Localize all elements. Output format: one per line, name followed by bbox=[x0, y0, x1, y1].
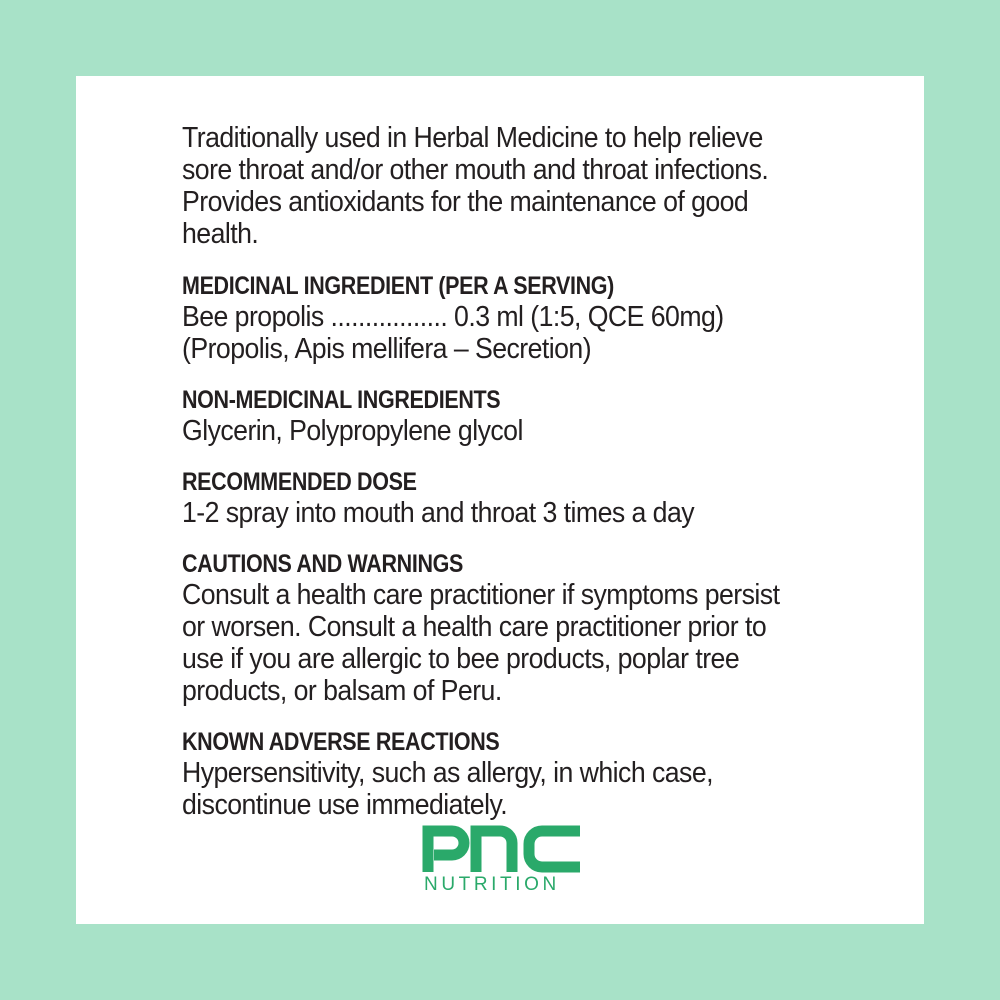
section-body bbox=[182, 415, 844, 447]
intro-line: Provides antioxidants for the maintenance of good bbox=[182, 186, 749, 218]
section-cautions-warnings bbox=[182, 549, 862, 707]
section-heading: RECOMMENDED DOSE bbox=[182, 468, 417, 496]
section-line: discontinue use immediately. bbox=[182, 789, 508, 821]
section-line: Hypersensitivity, such as allergy, in which case, bbox=[182, 757, 713, 789]
section-heading: NON-MEDICINAL INGREDIENTS bbox=[182, 386, 501, 414]
section-adverse-reactions bbox=[182, 727, 862, 821]
section-line: use if you are allergic to bee products, poplar tree bbox=[182, 643, 740, 675]
label-card bbox=[76, 76, 924, 924]
pnc-logo-mark-icon bbox=[414, 820, 594, 874]
section-body bbox=[182, 497, 844, 529]
label-content bbox=[182, 122, 862, 841]
section-heading: KNOWN ADVERSE REACTIONS bbox=[182, 728, 500, 756]
section-line: products, or balsam of Peru. bbox=[182, 675, 502, 707]
intro-text bbox=[182, 122, 844, 250]
section-medicinal-ingredient bbox=[182, 271, 862, 365]
section-line: Consult a health care practitioner if symptoms persist bbox=[182, 579, 780, 611]
section-body bbox=[182, 301, 844, 365]
section-line: Bee propolis ................. 0.3 ml (1:5, QCE 60mg) bbox=[182, 301, 724, 333]
section-recommended-dose bbox=[182, 467, 862, 529]
section-heading: CAUTIONS AND WARNINGS bbox=[182, 550, 464, 578]
section-line: 1-2 spray into mouth and throat 3 times a day bbox=[182, 497, 695, 529]
section-line: Glycerin, Polypropylene glycol bbox=[182, 415, 523, 447]
logo-subtitle: NUTRITION bbox=[424, 874, 560, 895]
section-body bbox=[182, 579, 844, 707]
intro-line: sore throat and/or other mouth and throat infections. bbox=[182, 154, 769, 186]
pnc-nutrition-logo bbox=[414, 820, 594, 900]
section-body bbox=[182, 757, 844, 821]
section-line: (Propolis, Apis mellifera – Secretion) bbox=[182, 333, 592, 365]
intro-line: health. bbox=[182, 218, 259, 250]
section-non-medicinal-ingredients bbox=[182, 385, 862, 447]
section-heading: MEDICINAL INGREDIENT (PER A SERVING) bbox=[182, 272, 614, 300]
intro-line: Traditionally used in Herbal Medicine to help relieve bbox=[182, 122, 763, 154]
section-line: or worsen. Consult a health care practitioner prior to bbox=[182, 611, 767, 643]
